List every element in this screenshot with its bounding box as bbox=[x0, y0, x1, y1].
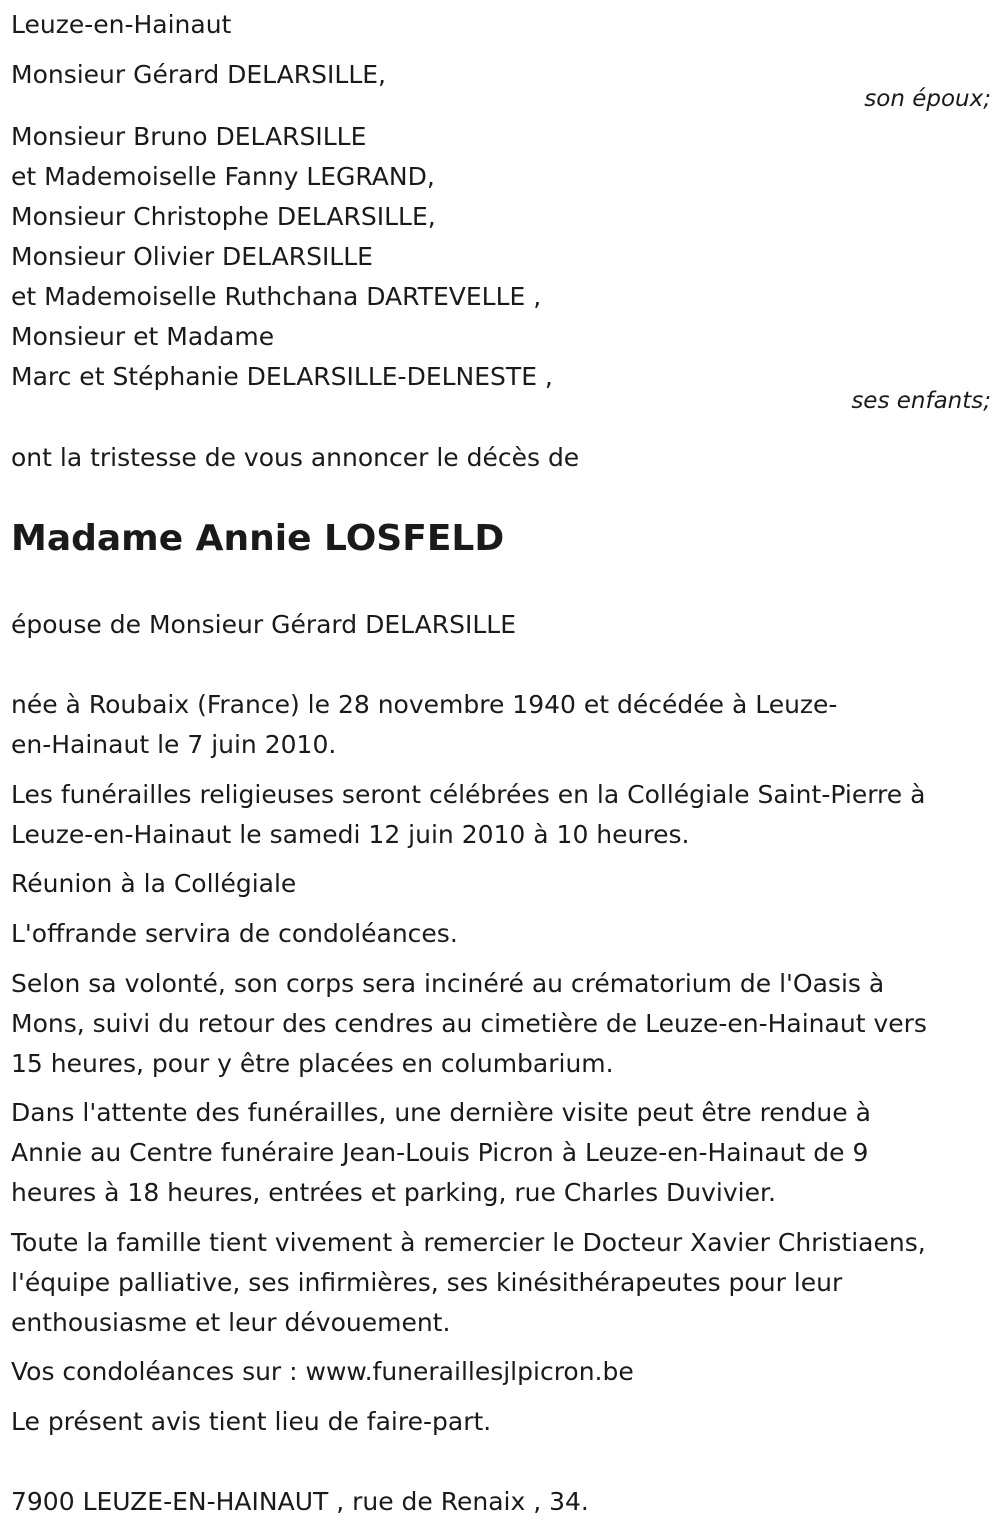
offering-line: L'offrande servira de condoléances. bbox=[11, 919, 458, 948]
child-line-6: Monsieur et Madame bbox=[11, 322, 275, 351]
visit-line-1: Dans l'attente des funérailles, une dernière visite peut être rendue à bbox=[11, 1098, 871, 1127]
deceased-name: Madame Annie LOSFELD bbox=[11, 518, 505, 559]
child-line-2: et Mademoiselle Fanny LEGRAND, bbox=[11, 162, 435, 191]
cremation-line-2: Mons, suivi du retour des cendres au cimetière de Leuze-en-Hainaut vers bbox=[11, 1009, 927, 1038]
condolences-line: Vos condoléances sur : www.funeraillesjlpicron.be bbox=[11, 1357, 634, 1386]
address-line: 7900 LEUZE-EN-HAINAUT , rue de Renaix , 34. bbox=[11, 1487, 589, 1516]
birth-death-line-2: en-Hainaut le 7 juin 2010. bbox=[11, 730, 337, 759]
thanks-line-1: Toute la famille tient vivement à remercier le Docteur Xavier Christiaens, bbox=[11, 1228, 926, 1257]
birth-death-line-1: née à Roubaix (France) le 28 novembre 1940 et décédée à Leuze- bbox=[11, 690, 838, 719]
spouse-name: Monsieur Gérard DELARSILLE, bbox=[11, 60, 386, 89]
children-role: ses enfants; bbox=[851, 388, 991, 414]
child-line-4: Monsieur Olivier DELARSILLE bbox=[11, 242, 373, 271]
deceased-relation: épouse de Monsieur Gérard DELARSILLE bbox=[11, 610, 516, 639]
thanks-line-2: l'équipe palliative, ses infirmières, ses kinésithérapeutes pour leur bbox=[11, 1268, 843, 1297]
child-line-1: Monsieur Bruno DELARSILLE bbox=[11, 122, 367, 151]
funeral-line-2: Leuze-en-Hainaut le samedi 12 juin 2010 à 10 heures. bbox=[11, 820, 690, 849]
child-line-7: Marc et Stéphanie DELARSILLE-DELNESTE , bbox=[11, 362, 553, 391]
notice-line: Le présent avis tient lieu de faire-part. bbox=[11, 1407, 492, 1436]
child-line-3: Monsieur Christophe DELARSILLE, bbox=[11, 202, 436, 231]
child-line-5: et Mademoiselle Ruthchana DARTEVELLE , bbox=[11, 282, 542, 311]
funeral-line-1: Les funérailles religieuses seront célébrées en la Collégiale Saint-Pierre à bbox=[11, 780, 926, 809]
thanks-line-3: enthousiasme et leur dévouement. bbox=[11, 1308, 451, 1337]
announcement: ont la tristesse de vous annoncer le décès de bbox=[11, 443, 580, 472]
spouse-role: son époux; bbox=[864, 86, 991, 112]
visit-line-2: Annie au Centre funéraire Jean-Louis Picron à Leuze-en-Hainaut de 9 bbox=[11, 1138, 869, 1167]
visit-line-3: heures à 18 heures, entrées et parking, rue Charles Duvivier. bbox=[11, 1178, 776, 1207]
meeting-line: Réunion à la Collégiale bbox=[11, 869, 297, 898]
cremation-line-1: Selon sa volonté, son corps sera incinéré au crématorium de l'Oasis à bbox=[11, 969, 885, 998]
cremation-line-3: 15 heures, pour y être placées en columbarium. bbox=[11, 1049, 614, 1078]
town-heading: Leuze-en-Hainaut bbox=[11, 10, 232, 39]
